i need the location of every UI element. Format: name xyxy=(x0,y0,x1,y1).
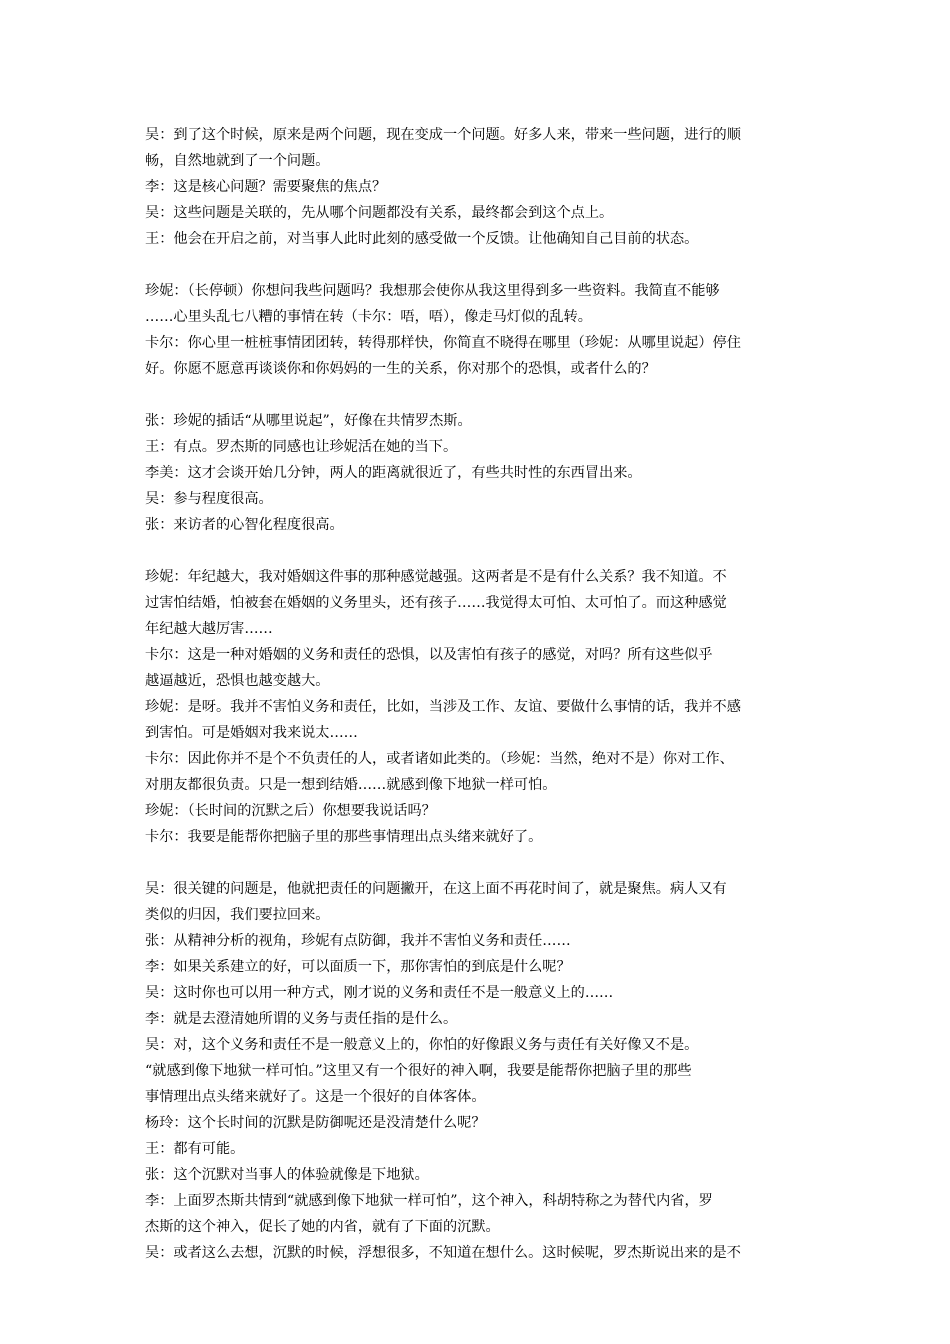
text-line: 畅，自然地就到了一个问题。 xyxy=(145,153,330,169)
text-line: 杰斯的这个神入，促长了她的内省，就有了下面的沉默。 xyxy=(145,1219,500,1235)
text-line: 卡尔：这是一种对婚姻的义务和责任的恐惧，以及害怕有孩子的感觉，对吗？所有这些似乎 xyxy=(145,647,713,663)
text-line: 吴：或者这么去想，沉默的时候，浮想很多，不知道在想什么。这时候呢，罗杰斯说出来的是不 xyxy=(145,1245,741,1261)
text-line: 珍妮：是呀。我并不害怕义务和责任，比如，当涉及工作、友谊、要做什么事情的话，我并不感 xyxy=(145,699,741,715)
text-line: 类似的归因，我们要拉回来。 xyxy=(145,907,330,923)
dialogue-block xyxy=(145,564,817,850)
text-line: 王：有点。罗杰斯的同感也让珍妮活在她的当下。 xyxy=(145,439,458,455)
document-page xyxy=(145,122,817,1292)
text-line: 事情理出点头绪来就好了。这是一个很好的自体客体。 xyxy=(145,1089,486,1105)
text-line: 珍妮：（长时间的沉默之后）你想要我说话吗？ xyxy=(145,803,436,819)
text-line: 好。你愿不愿意再谈谈你和你妈妈的一生的关系，你对那个的恐惧，或者什么的？ xyxy=(145,361,656,377)
text-line: 吴：对，这个义务和责任不是一般意义上的，你怕的好像跟义务与责任有关好像又不是。 xyxy=(145,1037,699,1053)
text-line: 杨玲：这个长时间的沉默是防御呢还是没清楚什么呢？ xyxy=(145,1115,486,1131)
text-line: 张：来访者的心智化程度很高。 xyxy=(145,517,344,533)
text-line: 吴：这时你也可以用一种方式，刚才说的义务和责任不是一般意义上的…… xyxy=(145,985,614,1001)
text-line: 吴：参与程度很高。 xyxy=(145,491,273,507)
text-line: 张：从精神分析的视角，珍妮有点防御，我并不害怕义务和责任…… xyxy=(145,933,571,949)
text-line: 对朋友都很负责。只是一想到结婚……就感到像下地狱一样可怕。 xyxy=(145,777,557,793)
text-line: 王：他会在开启之前，对当事人此时此刻的感受做一个反馈。让他确知自己目前的状态。 xyxy=(145,231,699,247)
text-line: 张：珍妮的插话“从哪里说起”，好像在共情罗杰斯。 xyxy=(145,413,472,429)
text-line: 卡尔：你心里一桩桩事情团团转，转得那样快，你简直不晓得在哪里（珍妮：从哪里说起）停住 xyxy=(145,335,741,351)
text-line: 越逼越近，恐惧也越变越大。 xyxy=(145,673,330,689)
dialogue-block xyxy=(145,876,817,1266)
text-line: 李：如果关系建立的好，可以面质一下，那你害怕的到底是什么呢？ xyxy=(145,959,571,975)
text-line: 吴：到了这个时候，原来是两个问题，现在变成一个问题。好多人来，带来一些问题，进行的顺 xyxy=(145,127,741,143)
text-line: 珍妮：年纪越大，我对婚姻这件事的那种感觉越强。这两者是不是有什么关系？我不知道。不 xyxy=(145,569,727,585)
text-line: 吴：这些问题是关联的，先从哪个问题都没有关系，最终都会到这个点上。 xyxy=(145,205,614,221)
text-line: 王：都有可能。 xyxy=(145,1141,245,1157)
text-line: 李：上面罗杰斯共情到“就感到像下地狱一样可怕”，这个神入，科胡特称之为替代内省，罗 xyxy=(145,1193,713,1209)
text-line: 年纪越大越厉害…… xyxy=(145,621,273,637)
text-line: 李：就是去澄清她所谓的义务与责任指的是什么。 xyxy=(145,1011,458,1027)
dialogue-block xyxy=(145,278,817,382)
text-line: 李美：这才会谈开始几分钟，两人的距离就很近了，有些共时性的东西冒出来。 xyxy=(145,465,642,481)
text-line: 卡尔：我要是能帮你把脑子里的那些事情理出点头绪来就好了。 xyxy=(145,829,543,845)
text-line: 过害怕结婚，怕被套在婚姻的义务里头，还有孩子……我觉得太可怕、太可怕了。而这种感觉 xyxy=(145,595,727,611)
text-line: 卡尔：因此你并不是个不负责任的人，或者诸如此类的。（珍妮：当然，绝对不是）你对工作、 xyxy=(145,751,734,767)
text-line: ……心里头乱七八糟的事情在转（卡尔：唔，唔），像走马灯似的乱转。 xyxy=(145,309,592,325)
dialogue-block xyxy=(145,122,817,252)
dialogue-block xyxy=(145,408,817,538)
text-line: 吴：很关键的问题是，他就把责任的问题撇开，在这上面不再花时间了，就是聚焦。病人又有 xyxy=(145,881,727,897)
text-line: 李：这是核心问题？需要聚焦的焦点？ xyxy=(145,179,387,195)
text-line: 珍妮：（长停顿）你想问我些问题吗？我想那会使你从我这里得到多一些资料。我简直不能够 xyxy=(145,283,720,299)
text-line: 张：这个沉默对当事人的体验就像是下地狱。 xyxy=(145,1167,429,1183)
text-line: 到害怕。可是婚姻对我来说太…… xyxy=(145,725,358,741)
text-line: “就感到像下地狱一样可怕。”这里又有一个很好的神入啊，我要是能帮你把脑子里的那些 xyxy=(145,1063,692,1079)
